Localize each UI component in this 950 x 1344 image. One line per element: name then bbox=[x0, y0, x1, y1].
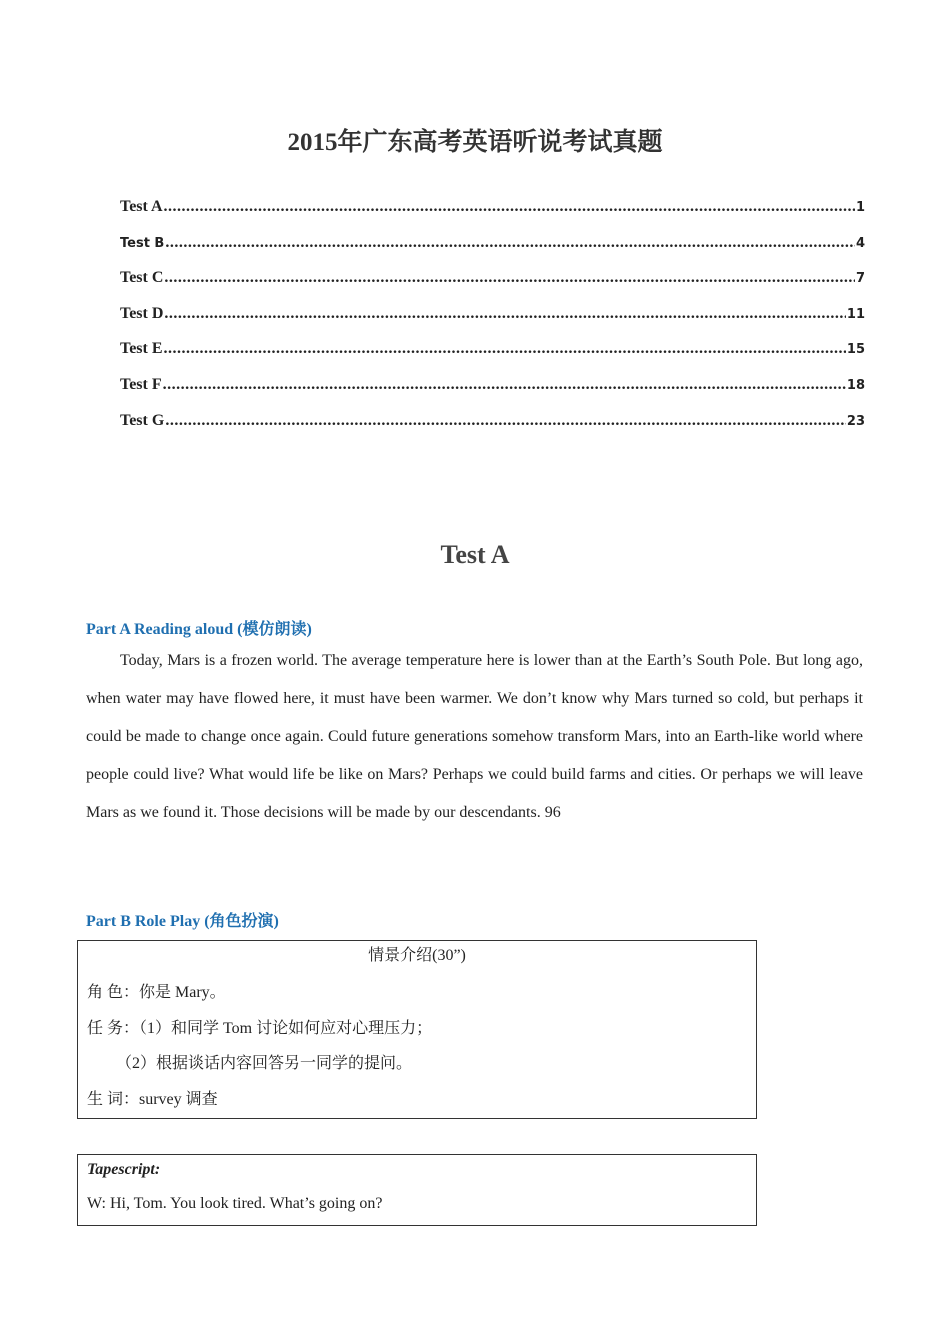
toc-page-number: 15 bbox=[846, 342, 865, 358]
toc-entry-test-g[interactable] bbox=[120, 412, 865, 448]
tapescript-line: W: Hi, Tom. You look tired. What’s going on? bbox=[87, 1195, 383, 1212]
toc-entry-test-e[interactable] bbox=[120, 340, 865, 376]
tapescript-box bbox=[77, 1154, 757, 1226]
table-of-contents bbox=[120, 198, 865, 447]
toc-label: Test A bbox=[120, 198, 163, 215]
toc-page-number: 11 bbox=[846, 306, 865, 322]
toc-entry-test-f[interactable] bbox=[120, 376, 865, 412]
toc-entry-test-a[interactable] bbox=[120, 198, 865, 234]
scenario-header: 情景介绍(30”) bbox=[368, 947, 466, 964]
toc-label: Test D bbox=[120, 304, 164, 322]
toc-leader-dots bbox=[164, 340, 846, 358]
scenario-task-2: （2）根据谈话内容回答另一同学的提问。 bbox=[116, 1055, 413, 1072]
part-a-heading: Part A Reading aloud (模仿朗读) bbox=[86, 621, 312, 638]
section-title: Test A bbox=[440, 540, 510, 569]
toc-leader-dots bbox=[165, 412, 846, 430]
toc-label: Test E bbox=[120, 340, 163, 358]
part-b-heading: Part B Role Play (角色扮演) bbox=[86, 913, 279, 930]
toc-label: Test G bbox=[120, 411, 165, 429]
toc-page-number: 4 bbox=[855, 235, 865, 251]
scenario-vocabulary: 生 词：survey 调查 bbox=[87, 1090, 218, 1108]
tapescript-label: Tapescript: bbox=[87, 1161, 161, 1178]
scenario-role: 角 色：你是 Mary。 bbox=[87, 984, 226, 1001]
toc-entry-test-d[interactable] bbox=[120, 305, 865, 341]
toc-page-number: 7 bbox=[855, 271, 865, 287]
scenario-task-1: 任 务：（1）和同学 Tom 讨论如何应对心理压力； bbox=[87, 1019, 433, 1037]
document-title: 2015年广东高考英语听说考试真题 bbox=[287, 129, 663, 156]
scenario-box bbox=[77, 940, 757, 1119]
toc-label: Test C bbox=[120, 269, 164, 287]
toc-page-number: 23 bbox=[846, 413, 865, 429]
toc-page-number: 18 bbox=[846, 377, 865, 393]
reading-passage: Today, Mars is a frozen world. The average temperature here is lower than at the Earth’s South Pole. But long ago, when water may have flowed here, it must have been warmer. We don’t know why Mars turned so cold, but perhaps it could be made to change once again. Could future generations somehow transform Mars, into an Earth-like world where people could live? What would life be like on Mars? Perhaps we could build farms and cities. Or perhaps we will leave Mars as we found it. Those decisions will be made by our descendants. 96 bbox=[86, 652, 863, 821]
toc-entry-test-c[interactable] bbox=[120, 269, 865, 305]
toc-leader-dots bbox=[163, 376, 846, 394]
toc-entry-test-b[interactable] bbox=[120, 234, 865, 270]
toc-page-number: 1 bbox=[855, 200, 865, 215]
toc-label: Test F bbox=[120, 375, 162, 393]
toc-leader-dots bbox=[164, 305, 845, 323]
toc-leader-dots bbox=[164, 269, 855, 287]
toc-label: Test B bbox=[120, 235, 165, 251]
toc-leader-dots bbox=[164, 198, 855, 216]
toc-leader-dots bbox=[165, 234, 855, 252]
